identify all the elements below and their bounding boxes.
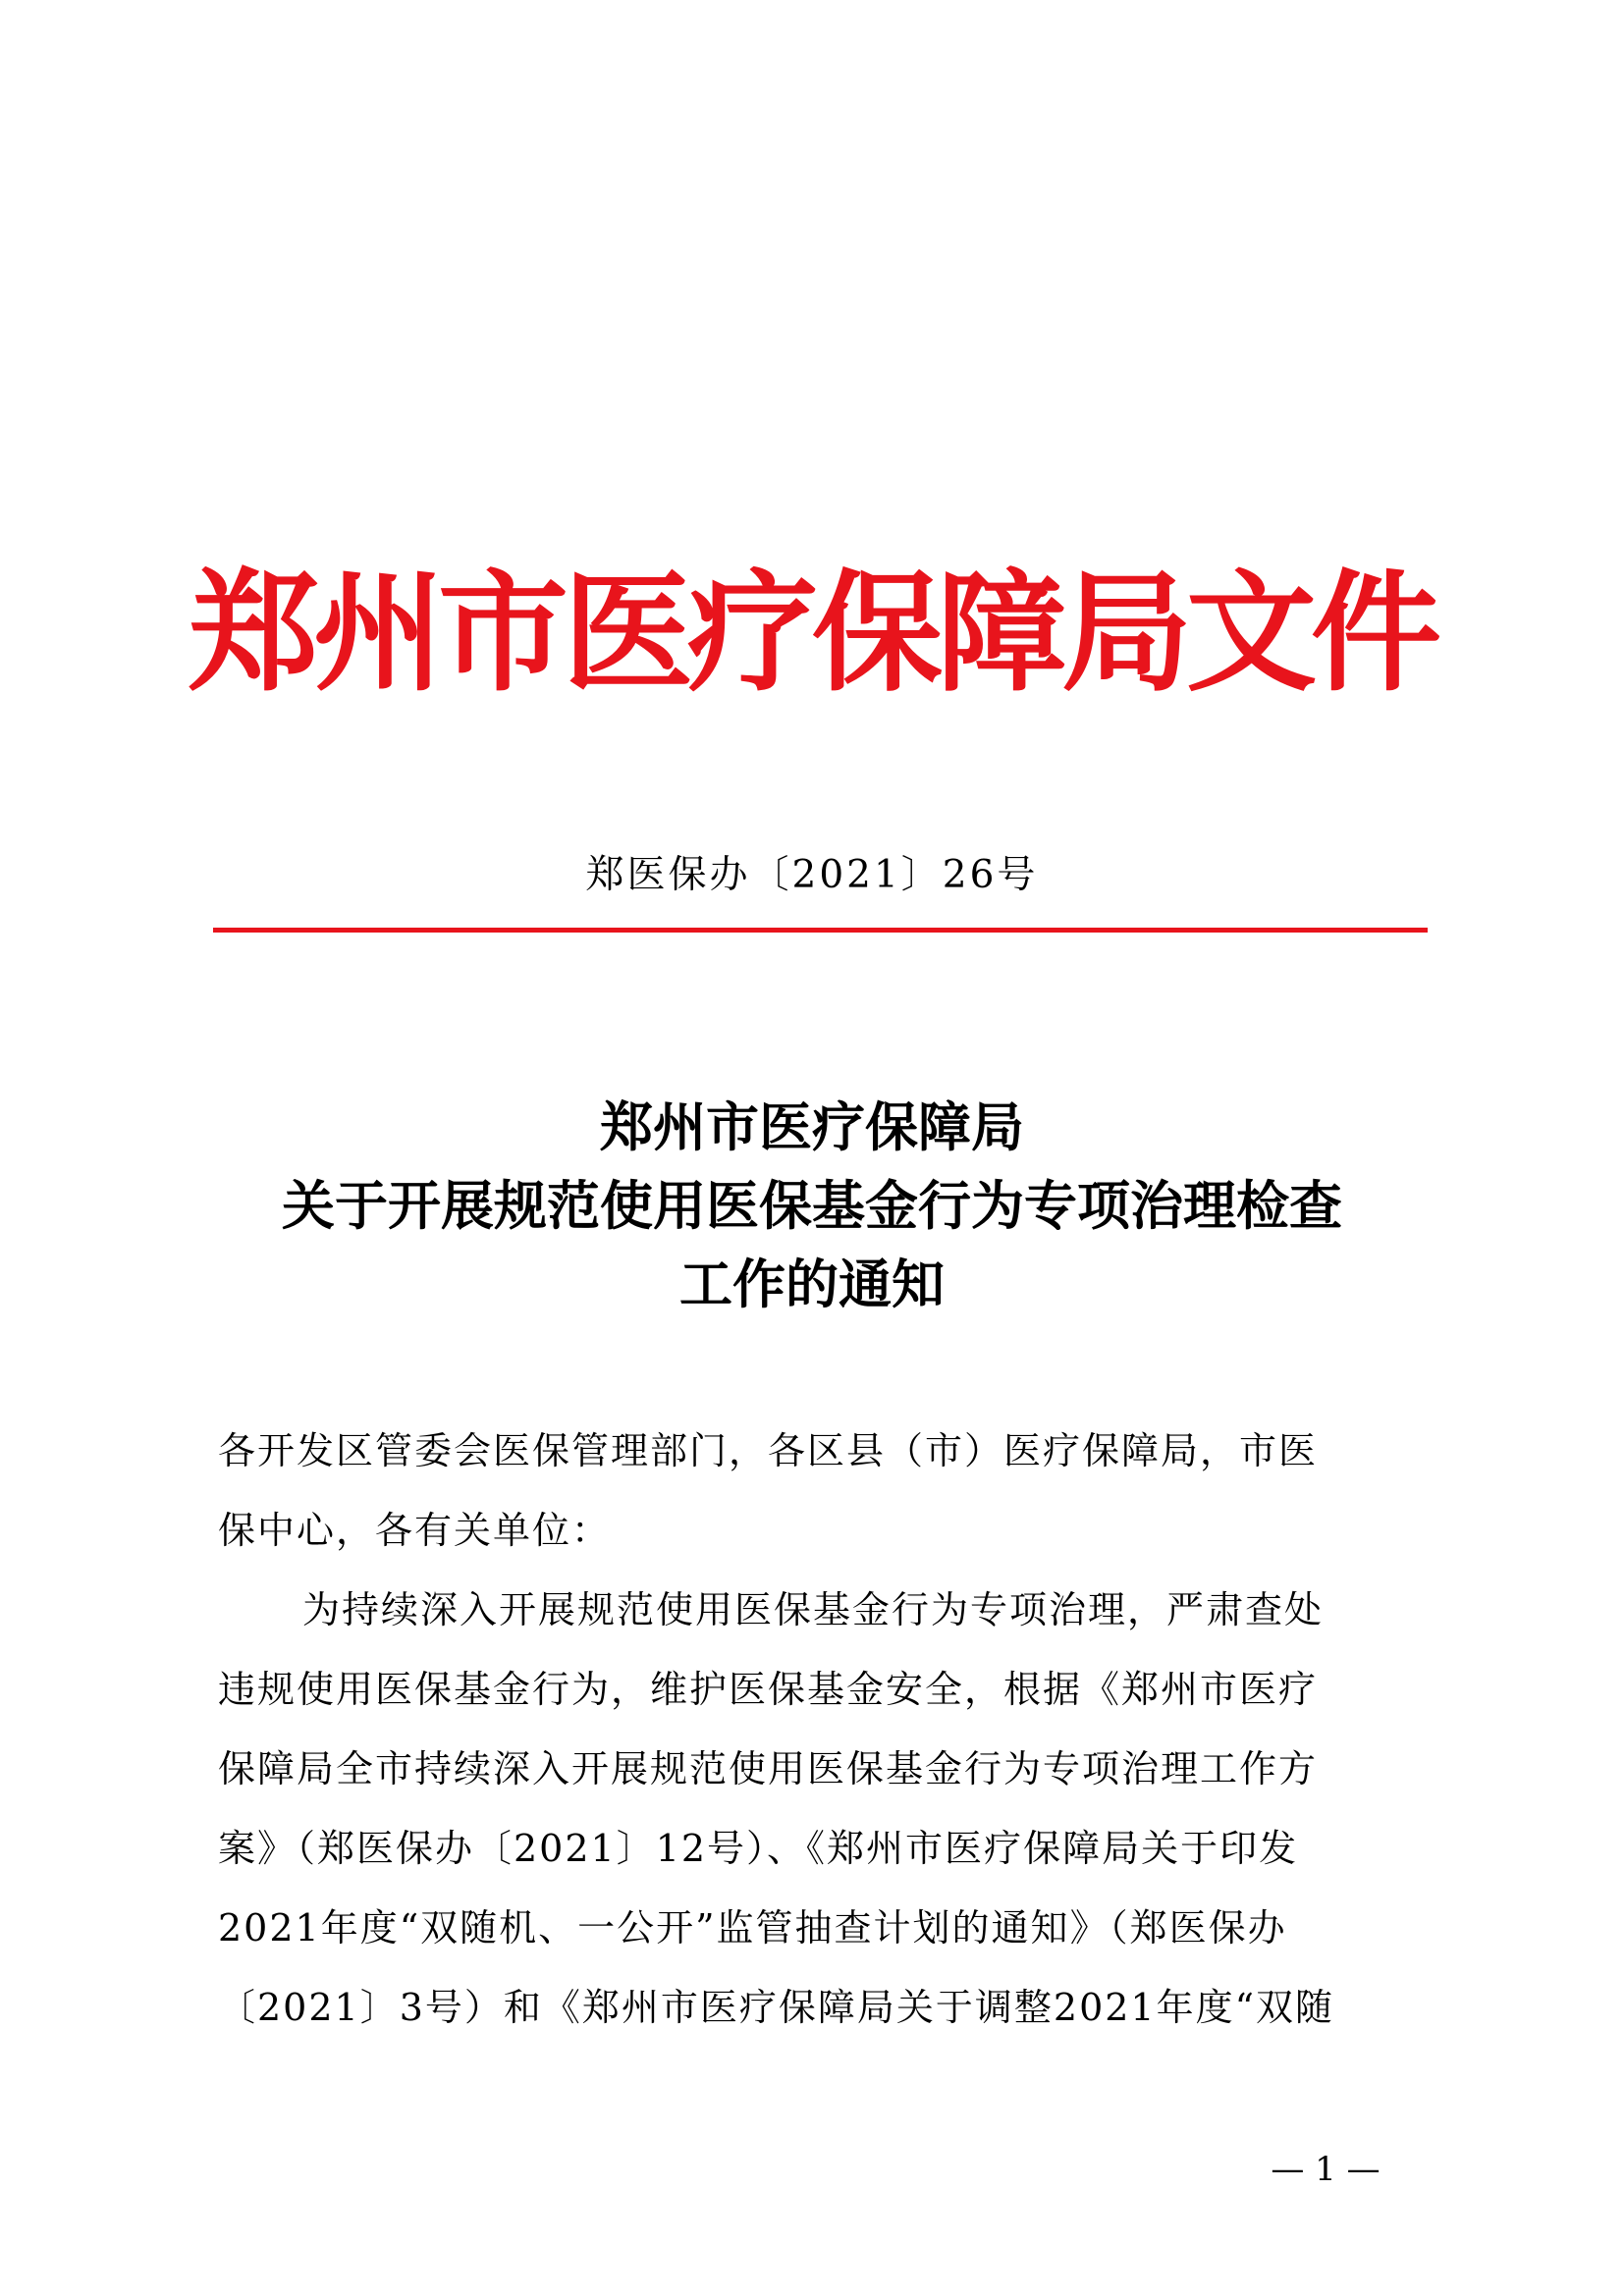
page-number: — 1 — [1271, 2150, 1380, 2189]
body-line: 保障局全市持续深入开展规范使用医保基金行为专项治理工作方 [218, 1747, 1319, 1790]
notice-body [218, 1412, 1428, 2048]
body-line: 保中心，各有关单位： [218, 1509, 612, 1552]
document-header-title: 郑州市医疗保障局文件 [189, 557, 1435, 710]
body-line: 〔2021〕3号）和《郑州市医疗保障局关于调整2021年度“双随 [218, 1986, 1335, 2029]
red-separator-rule [213, 928, 1428, 933]
body-line: 各开发区管委会医保管理部门，各区县（市）医疗保障局，市医 [218, 1429, 1319, 1472]
document-number: 郑医保办〔2021〕26号 [585, 853, 1039, 897]
notice-title-line: 工作的通知 [679, 1253, 945, 1315]
notice-title [0, 1088, 1624, 1323]
body-line: 为持续深入开展规范使用医保基金行为专项治理，严肃查处 [302, 1588, 1325, 1631]
body-line: 违规使用医保基金行为，维护医保基金安全，根据《郑州市医疗 [218, 1668, 1319, 1711]
notice-title-line: 关于开展规范使用医保基金行为专项治理检查 [282, 1174, 1342, 1237]
body-line: 案》（郑医保办〔2021〕12号）、《郑州市医疗保障局关于印发 [218, 1827, 1299, 1870]
body-line: 2021年度“双随机、一公开”监管抽查计划的通知》（郑医保办 [218, 1906, 1287, 1949]
notice-title-line: 郑州市医疗保障局 [600, 1095, 1024, 1158]
